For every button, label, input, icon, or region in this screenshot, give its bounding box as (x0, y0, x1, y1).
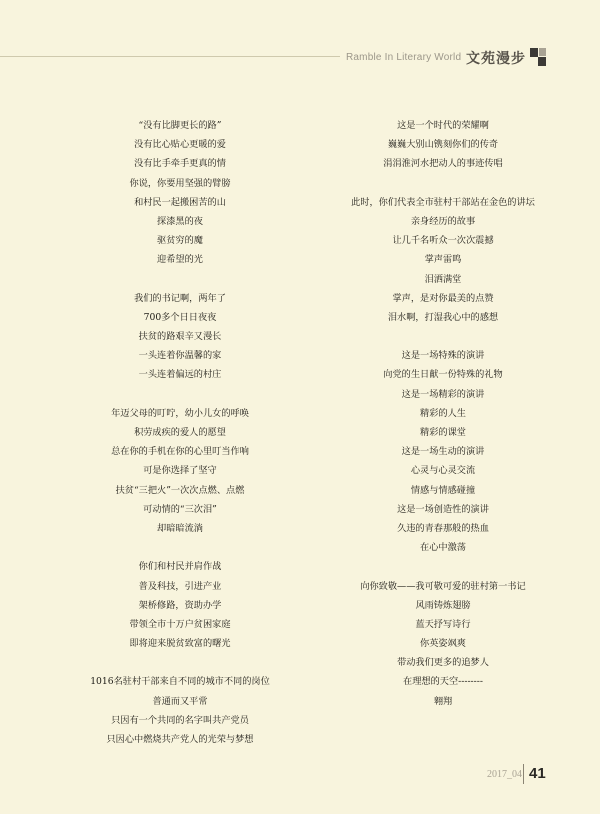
stanza (318, 577, 568, 711)
section-logo-icon (530, 48, 546, 66)
poem-line: 扶贫“三把火”一次次点燃、点燃 (115, 484, 245, 496)
poem-line: 700多个日日夜夜 (143, 311, 217, 323)
poem-line: 1016名驻村干部来自不同的城市不同的岗位 (90, 676, 270, 688)
stanza (318, 193, 568, 327)
poem-line: 一头连着偏远的村庄 (138, 369, 222, 381)
stanza (50, 557, 310, 653)
poem-line: 涓涓淮河水把动人的事迹传唱 (383, 158, 503, 170)
poem-line: 普及科技，引进产业 (138, 580, 222, 592)
poem-line: 我们的书记啊，两年了 (134, 292, 226, 304)
poem-line: 积劳成疾的爱人的愿望 (134, 427, 226, 438)
poem-line: 你英姿飒爽 (420, 638, 466, 650)
stanza (318, 346, 568, 557)
poem-line: 掌声雷鸣 (424, 254, 462, 266)
poem-line: “没有比脚更长的路” (138, 120, 222, 131)
stanza (50, 289, 310, 385)
poem-line: 心灵与心灵交流 (410, 465, 476, 477)
poem-line: 让几千名听众一次次震撼 (392, 235, 494, 247)
poem-right-column (318, 116, 568, 711)
poem-line: 带领全市十万户贫困家庭 (129, 618, 231, 630)
poem-line: 可是你选择了坚守 (143, 465, 217, 477)
poem-line: 带动我们更多的追梦人 (397, 657, 489, 669)
poem-line: 这是一场生动的演讲 (401, 446, 485, 458)
poem-line: 没有比心贴心更暖的爱 (134, 139, 226, 151)
poem-line: 这是一场精彩的演讲 (401, 388, 485, 400)
stanza (318, 116, 568, 174)
poem-line: 这是一个时代的荣耀啊 (397, 120, 489, 131)
poem-line: 精彩的课堂 (420, 427, 466, 438)
poem-line: 你们和村民并肩作战 (138, 561, 222, 573)
issue-date: 2017_04 (487, 769, 522, 780)
poem-line: 情感与情感碰撞 (410, 484, 476, 496)
poem-line: 此时，你们代表全市驻村干部站在金色的讲坛 (351, 196, 535, 208)
poem-line: 总在你的手机在你的心里叮当作响 (111, 446, 249, 458)
poem-line: 在心中激荡 (420, 542, 466, 554)
poem-line: 没有比手牵手更真的情 (134, 158, 226, 170)
poem-line: 亲身经历的故事 (410, 215, 476, 227)
poem-line: 翱翔 (433, 695, 453, 707)
stanza (50, 116, 310, 270)
section-title-english: Ramble In Literary World (346, 52, 462, 63)
poem-line: 泪洒满堂 (424, 273, 462, 285)
poem-line: 可动情的“三次泪” (143, 503, 217, 515)
poem-line: 只因心中燃烧共产党人的光荣与梦想 (106, 734, 254, 745)
poem-line: 年迈父母的叮咛，幼小儿女的呼唤 (111, 407, 249, 419)
poem-line: 泪水啊，打湿我心中的感想 (387, 311, 499, 323)
poem-line: 向你致敬——我可敬可爱的驻村第一书记 (360, 580, 526, 592)
poem-line: 普通而又平常 (152, 695, 208, 707)
poem-line: 即将迎来脱贫致富的曙光 (129, 638, 231, 650)
poem-line: 和村民一起搬困苦的山 (134, 196, 226, 208)
poem-line: 精彩的人生 (420, 407, 466, 419)
poem-line: 扶贫的路艰辛又漫长 (138, 331, 222, 343)
header-rule (0, 56, 340, 57)
poem-line: 巍巍大别山镌刻你们的传奇 (387, 139, 499, 151)
stanza (50, 404, 310, 538)
poem-left-column (50, 116, 310, 749)
poem-line: 这是一场特殊的演讲 (401, 350, 485, 362)
poem-line: 向党的生日献一份特殊的礼物 (383, 369, 503, 381)
stanza (50, 672, 310, 749)
poem-line: 在理想的天空-------- (403, 676, 483, 688)
poem-line: 久违的青春那般的热血 (397, 522, 489, 534)
poem-line: 蓝天抒写诗行 (415, 618, 471, 630)
poem-line: 迎希望的光 (157, 254, 203, 266)
poem-line: 只因有一个共同的名字叫共产党员 (111, 714, 249, 726)
poem-line: 一头连着你温馨的家 (138, 350, 222, 362)
poem-line: 掌声，是对你最美的点赞 (392, 292, 494, 304)
poem-line: 却暗暗流淌 (157, 522, 203, 534)
poem-line: 你说，你要用坚强的臂膀 (129, 177, 231, 189)
poem-line: 驱贫穷的魔 (157, 235, 203, 247)
poem-line: 探漆黑的夜 (157, 215, 203, 227)
poem-line: 这是一场创造性的演讲 (397, 503, 489, 515)
poem-line: 架桥修路，资助办学 (138, 599, 222, 611)
section-title-chinese: 文苑漫步 (466, 51, 526, 67)
footer-divider (523, 764, 524, 784)
page-number: 41 (529, 765, 546, 782)
poem-line: 风雨铸炼翅膀 (415, 599, 471, 611)
